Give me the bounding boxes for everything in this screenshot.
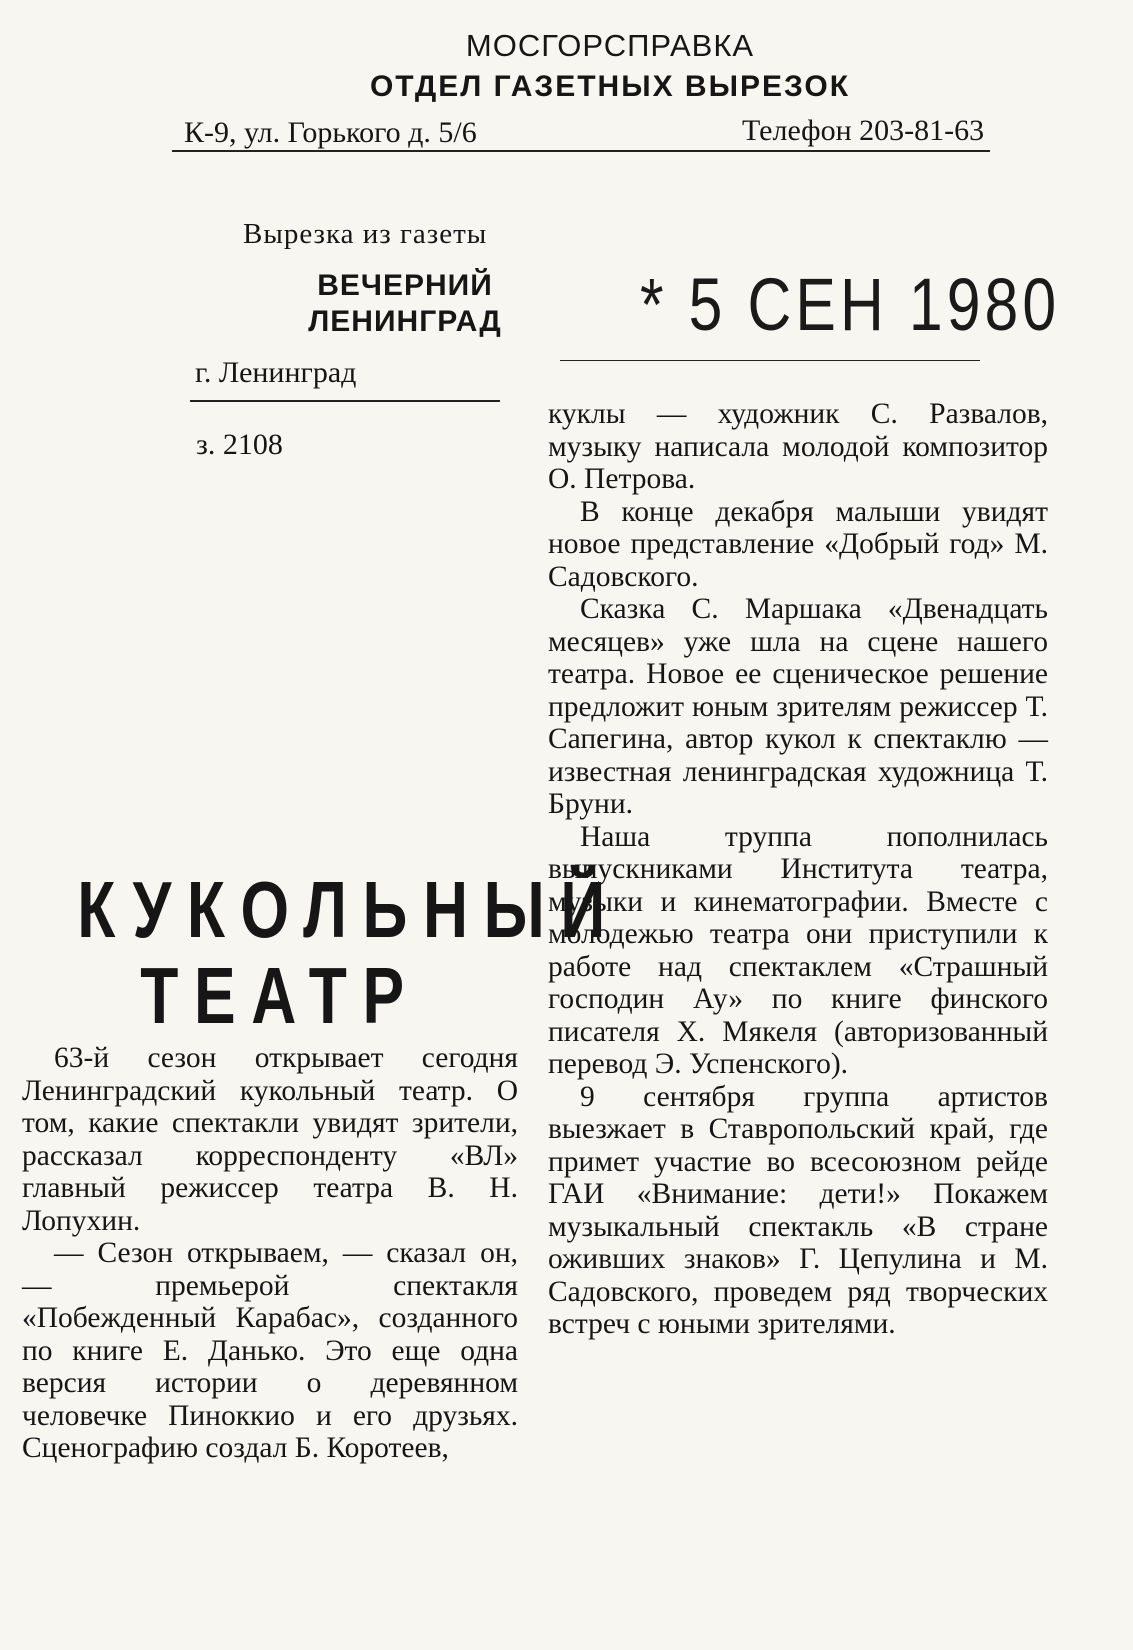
order-number: з. 2108 xyxy=(196,428,283,461)
agency-address: К-9, ул. Горького д. 5/6 xyxy=(184,116,477,149)
department-name: ОТДЕЛ ГАЗЕТНЫХ ВЫРЕЗОК xyxy=(369,70,851,103)
article-paragraph: В конце декабря малыши увидят новое представление «Добрый год» М. Садовского. xyxy=(548,495,1048,593)
article-paragraph: Сказка С. Маршака «Двенадцать месяцев» уже шла на сцене нашего театра. Новое ее сценическое решение предложит юным зрителям режиссер Т. Сапегина, автор кукол к спектаклю — известная ленинградская художница Т. Бруни. xyxy=(548,593,1048,820)
stamp-rule xyxy=(560,360,980,361)
newspaper-city: г. Ленинград xyxy=(195,356,357,389)
article-right-column xyxy=(548,398,1048,1341)
article-paragraph: Наша труппа пополнилась выпускниками Института театра, музыки и кинематографии. Вместе с молодежью театра они приступили к работе над спектаклем «Страшный господин Ау» по книге финского писателя Х. Мякеля (авторизованный перевод Э. Успенского). xyxy=(548,820,1048,1080)
article-title-line1: КУКОЛЬНЫЙ xyxy=(77,865,621,954)
article-title-line2: ТЕАТР xyxy=(140,951,420,1040)
header-rule xyxy=(172,150,990,152)
article-paragraph: — Сезон открываем, — сказал он, — премьерой спектакля «Побежденный Карабас», созданного по книге Е. Данько. Это еще одна версия истории о деревянном человечке Пиноккио и его друзьях. Сценографию создал Б. Коротеев, xyxy=(22,1237,518,1464)
article-paragraph: 63-й сезон открывает сегодня Ленинградский кукольный театр. О том, какие спектакли увидят зрители, рассказал корреспонденту «ВЛ» главный режиссер театра В. Н. Лопухин. xyxy=(22,1042,518,1237)
agency-name: МОСГОРСПРАВКА xyxy=(465,28,755,63)
newspaper-name xyxy=(280,268,530,340)
article-left-column xyxy=(22,1042,518,1465)
date-stamp: * 5 СЕН 1980 xyxy=(640,263,1061,346)
city-rule xyxy=(190,400,500,402)
article-paragraph: куклы — художник С. Развалов, музыку написала молодой композитор О. Петрова. xyxy=(548,398,1048,495)
agency-phone: Телефон 203-81-63 xyxy=(742,114,985,147)
article-paragraph: 9 сентября группа артистов выезжает в Ставропольский край, где примет участие во всесоюзном рейде ГАИ «Внимание: дети!» Покажем музыкальный спектакль «В стране оживших знаков» Г. Цепулина и М. Садовского, проведем ряд творческих встреч с юными зрителями. xyxy=(548,1080,1048,1340)
clipping-label: Вырезка из газеты xyxy=(243,218,488,250)
newspaper-name-line1: ВЕЧЕРНИЙ xyxy=(317,269,493,302)
newspaper-name-line2: ЛЕНИНГРАД xyxy=(308,305,502,338)
